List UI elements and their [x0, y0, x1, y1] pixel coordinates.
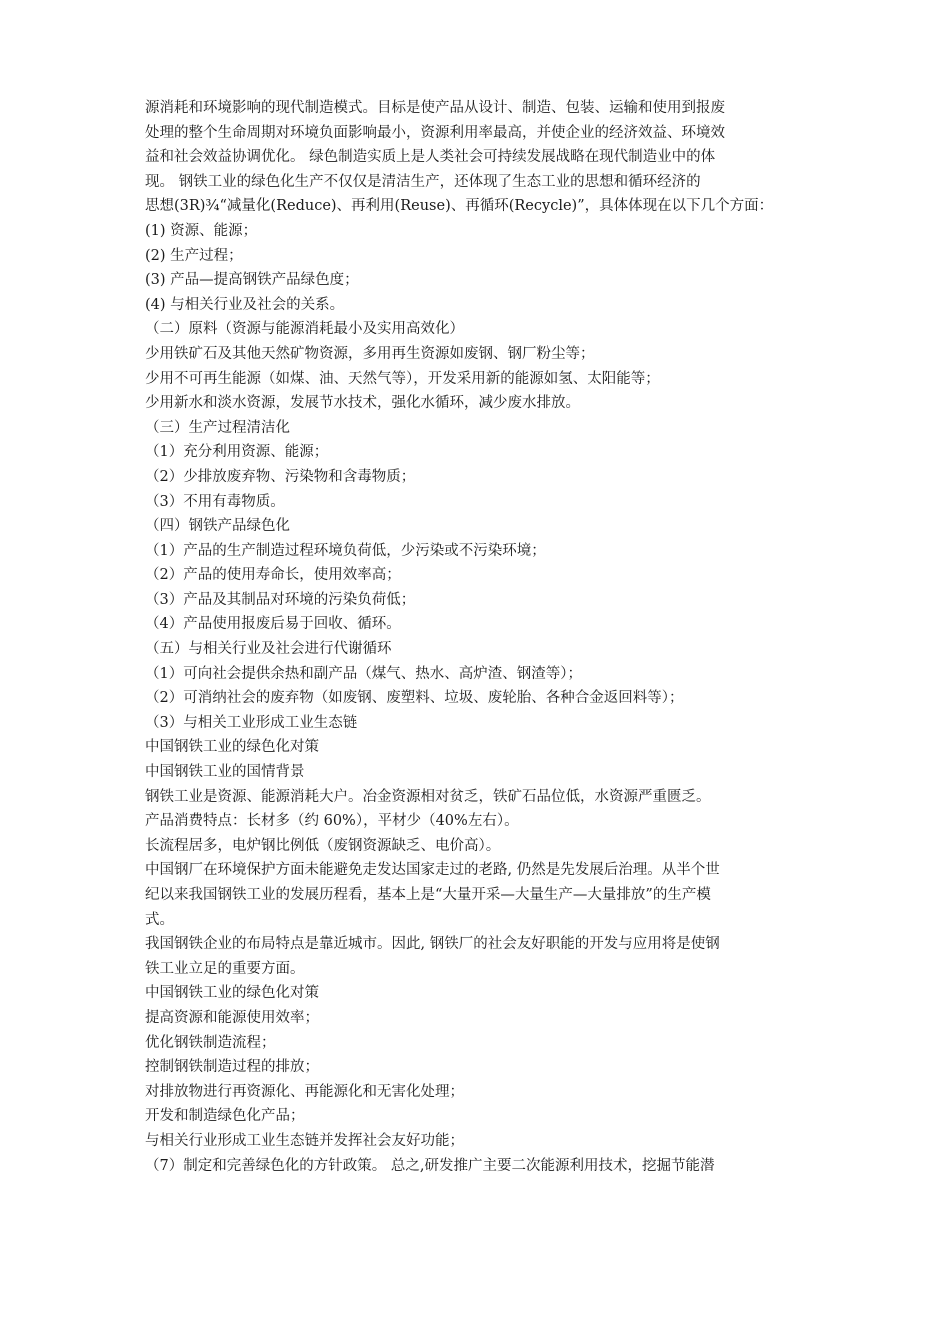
text-line: 纪以来我国钢铁工业的发展历程看，基本上是“大量开采—大量生产—大量排放”的生产模: [145, 887, 711, 903]
text-line: （7）制定和完善绿色化的方针政策。 总之,研发推广主要二次能源利用技术，挖掘节能潜: [145, 1157, 715, 1174]
text-line: 中国钢厂在环境保护方面未能避免走发达国家走过的老路, 仍然是先发展后治理。从半个世: [145, 862, 720, 879]
text-line: 式。: [145, 911, 174, 928]
text-line: （二）原料（资源与能源消耗最小及实用高效化）: [145, 321, 464, 338]
text-line: （1）可向社会提供余热和副产品（煤气、热水、高炉渣、钢渣等）；: [145, 665, 582, 682]
text-line: （2）可消纳社会的废弃物（如废钢、废塑料、垃圾、废轮胎、各种合金返回料等）；: [145, 690, 684, 707]
text-line: 益和社会效益协调优化。 绿色制造实质上是人类社会可持续发展战略在现代制造业中的体: [145, 149, 716, 166]
document-body: [145, 96, 811, 1178]
text-line: （1）充分利用资源、能源；: [145, 444, 329, 461]
text-line: (2) 生产过程；: [145, 247, 243, 264]
text-line: （2）产品的使用寿命长，使用效率高；: [145, 567, 401, 584]
text-line: （五）与相关行业及社会进行代谢循环: [145, 641, 392, 658]
text-line: (3) 产品—提高钢铁产品绿色度；: [145, 272, 359, 289]
text-line: 处理的整个生命周期对环境负面影响最小，资源利用率最高，并使企业的经济效益、环境效: [145, 124, 725, 141]
text-line: (1) 资源、能源；: [145, 222, 258, 239]
text-line: 中国钢铁工业的绿色化对策: [145, 985, 319, 1002]
text-line: 开发和制造绿色化产品；: [145, 1108, 305, 1125]
text-line: 少用不可再生能源（如煤、油、天然气等），开发采用新的能源如氢、太阳能等；: [145, 370, 660, 387]
text-line: 钢铁工业是资源、能源消耗大户。冶金资源相对贫乏，铁矿石品位低，水资源严重匮乏。: [145, 788, 711, 805]
text-line: （1）产品的生产制造过程环境负荷低，少污染或不污染环境；: [145, 542, 546, 559]
text-line: （四）钢铁产品绿色化: [145, 518, 290, 535]
text-line: 中国钢铁工业的国情背景: [145, 764, 305, 781]
text-line: 现。 钢铁工业的绿色化生产不仅仅是清洁生产，还体现了生态工业的思想和循环经济的: [145, 173, 701, 190]
text-line: 与相关行业形成工业生态链并发挥社会友好功能；: [145, 1132, 464, 1149]
text-line: （3）与相关工业形成工业生态链: [145, 714, 358, 731]
text-line: 提高资源和能源使用效率；: [145, 1009, 319, 1026]
text-line: 源消耗和环境影响的现代制造模式。目标是使产品从设计、制造、包装、运输和使用到报废: [145, 100, 725, 116]
text-line: 长流程居多，电炉钢比例低（废钢资源缺乏、电价高）。: [145, 837, 501, 854]
text-line: 思想(3R)¾“减量化(Reduce)、再利用(Reuse)、再循环(Recycle)”，具体体现在以下几个方面：: [145, 198, 774, 215]
text-line: 中国钢铁工业的绿色化对策: [145, 739, 319, 756]
text-line: 产品消费特点：长材多（约 60%），平材少（40%左右）。: [145, 813, 519, 830]
text-line: （2）少排放废弃物、污染物和含毒物质；: [145, 468, 416, 485]
text-line: （三）生产过程清洁化: [145, 419, 290, 436]
text-line: （3）产品及其制品对环境的污染负荷低；: [145, 591, 416, 608]
text-line: 铁工业立足的重要方面。: [145, 960, 305, 977]
text-line: 少用新水和淡水资源，发展节水技术，强化水循环，减少废水排放。: [145, 395, 580, 412]
text-line: 优化钢铁制造流程；: [145, 1034, 276, 1051]
text-line: （3）不用有毒物质。: [145, 493, 285, 510]
text-line: (4) 与相关行业及社会的关系。: [145, 296, 345, 313]
text-line: 对排放物进行再资源化、再能源化和无害化处理；: [145, 1083, 464, 1100]
text-line: 控制钢铁制造过程的排放；: [145, 1059, 319, 1076]
text-line: 我国钢铁企业的布局特点是靠近城市。因此, 钢铁厂的社会友好职能的开发与应用将是使钢: [145, 936, 720, 953]
text-line: 少用铁矿石及其他天然矿物资源，多用再生资源如废钢、钢厂粉尘等；: [145, 345, 595, 362]
text-line: （4）产品使用报废后易于回收、循环。: [145, 616, 401, 633]
